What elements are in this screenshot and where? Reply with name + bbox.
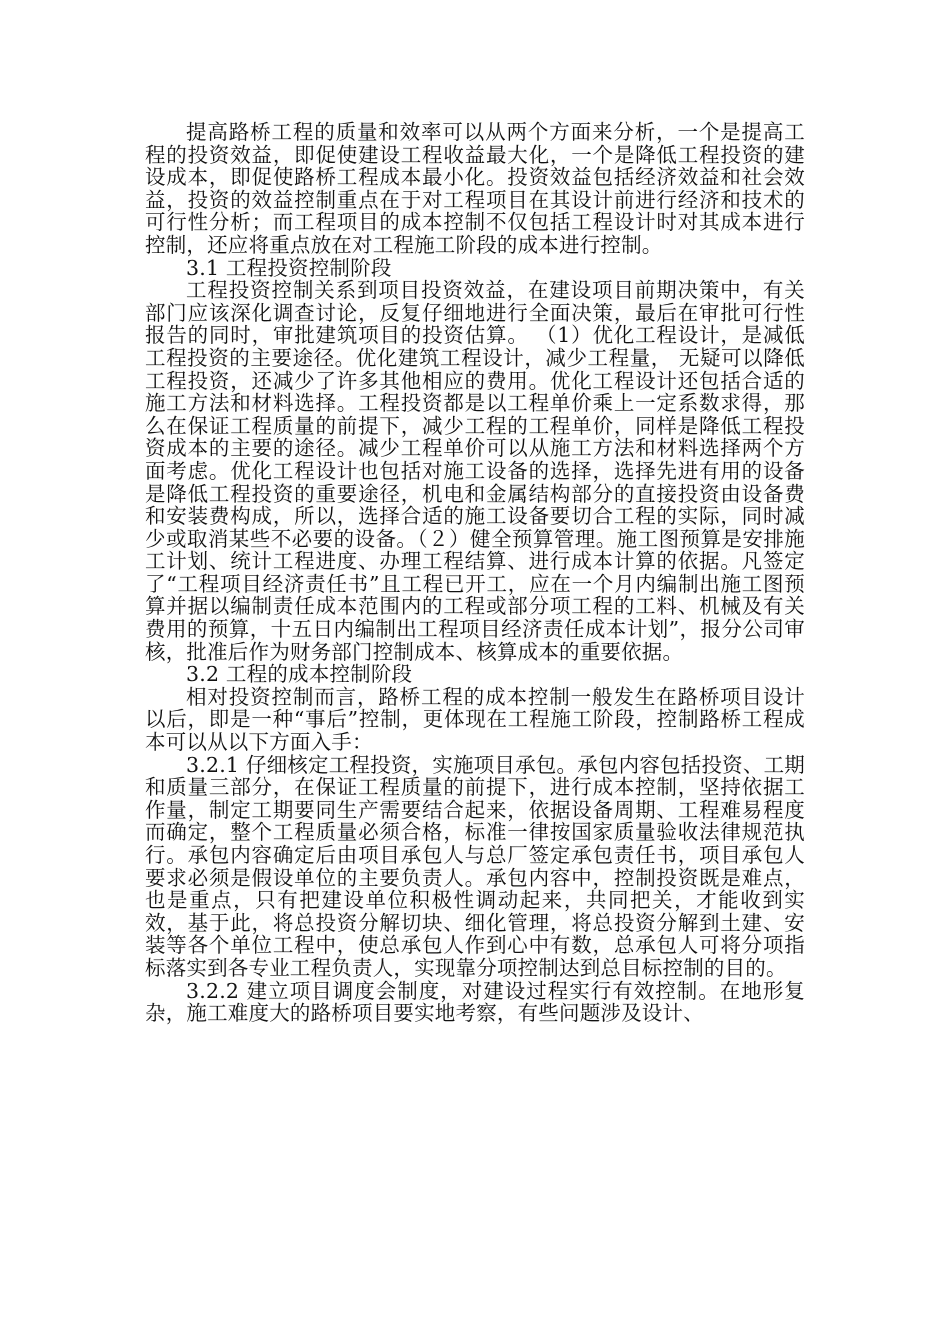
section-heading-3-1: 3.1 工程投资控制阶段: [186, 255, 392, 280]
intro-paragraph: 提高路桥工程的质量和效率可以从两个方面来分析，一个是提高工程的投资效益，即促使建设工程收益最大化，一个是降低工程投资的建设成本，即促使路桥工程成本最小化。投资效益包括经济效益和社会效益，投资的效益控制重点在于对工程项目在其设计前进行经济和技术的可行性分析；而工程项目的成本控制不仅包括工程设计时对其成本进行控制，还应将重点放在对工程施工阶段的成本进行控制。: [145, 120, 805, 257]
section-heading-3-2: 3.2 工程的成本控制阶段: [186, 662, 413, 687]
subsection-3-2-1-paragraph: 3.2.1 仔细核定工程投资，实施项目承包。承包内容包括投资、工期和质量三部分，在保证工程质量的前提下，进行成本控制，坚持依据工作量，制定工期要同生产需要结合起来，依据设备周期、工程难易程度而确定，整个工程质量必须合格，标准一律按国家质量验收法律规范执行。承包内容确定后由项目承包人与总厂签定承包责任书，项目承包人要求必须是假设单位的主要负责人。承包内容中，控制投资既是难点，也是重点，只有把建设单位积极性调动起来，共同把关，才能收到实效，基于此，将总投资分解切块、细化管理，将总投资分解到土建、安装等各个单位工程中，使总承包人作到心中有数，总承包人可将分项指标落实到各专业工程负责人，实现靠分项控制达到总目标控制的目的。: [145, 752, 805, 980]
document-body: [145, 121, 805, 1025]
cost-control-intro-paragraph: 相对投资控制而言，路桥工程的成本控制一般发生在路桥项目设计以后，即是一种“事后”控制，更体现在工程施工阶段，控制路桥工程成本可以从以下方面入手：: [145, 684, 805, 755]
investment-control-paragraph: 工程投资控制关系到项目投资效益，在建设项目前期决策中，有关部门应该深化调查讨论，反复仔细地进行全面决策，最后在审批可行性报告的同时，审批建筑项目的投资估算。 （1）优化工程设计，是减低工程投资的主要途径。优化建筑工程设计，减少工程量， 无疑可以降低工程投资，还减少了许多其他相应的费用。优化工程设计还包括合适的施工方法和材料选择。工程投资都是以工程单价乘上一定系数求得，那么在保证工程质量的前提下，减少工程的工程单价，同样是降低工程投资成本的主要的途径。减少工程单价可以从施工方法和材料选择两个方面考虑。优化工程设计也包括对施工设备的选择，选择先进有用的设备是降低工程投资的重要途径，机电和金属结构部分的直接投资由设备费和安装费构成，所以，选择合适的施工设备要切合工程的实际，同时减少或取消某些不必要的设备。（２）健全预算管理。施工图预算是安排施工计划、统计工程进度、办理工程结算、进行成本计算的依据。凡签定了“工程项目经济责任书”且工程已开工，应在一个月内编制出施工图预算并据以编制责任成本范围内的工程或部分项工程的工料、机械及有关费用的预算，十五日内编制出工程项目经济责任成本计划”，报分公司审核，批准后作为财务部门控制成本、核算成本的重要依据。: [145, 278, 805, 664]
subsection-3-2-2-paragraph: 3.2.2 建立项目调度会制度，对建设过程实行有效控制。在地形复杂，施工难度大的路桥项目要实地考察，有些问题涉及设计、: [145, 978, 805, 1026]
